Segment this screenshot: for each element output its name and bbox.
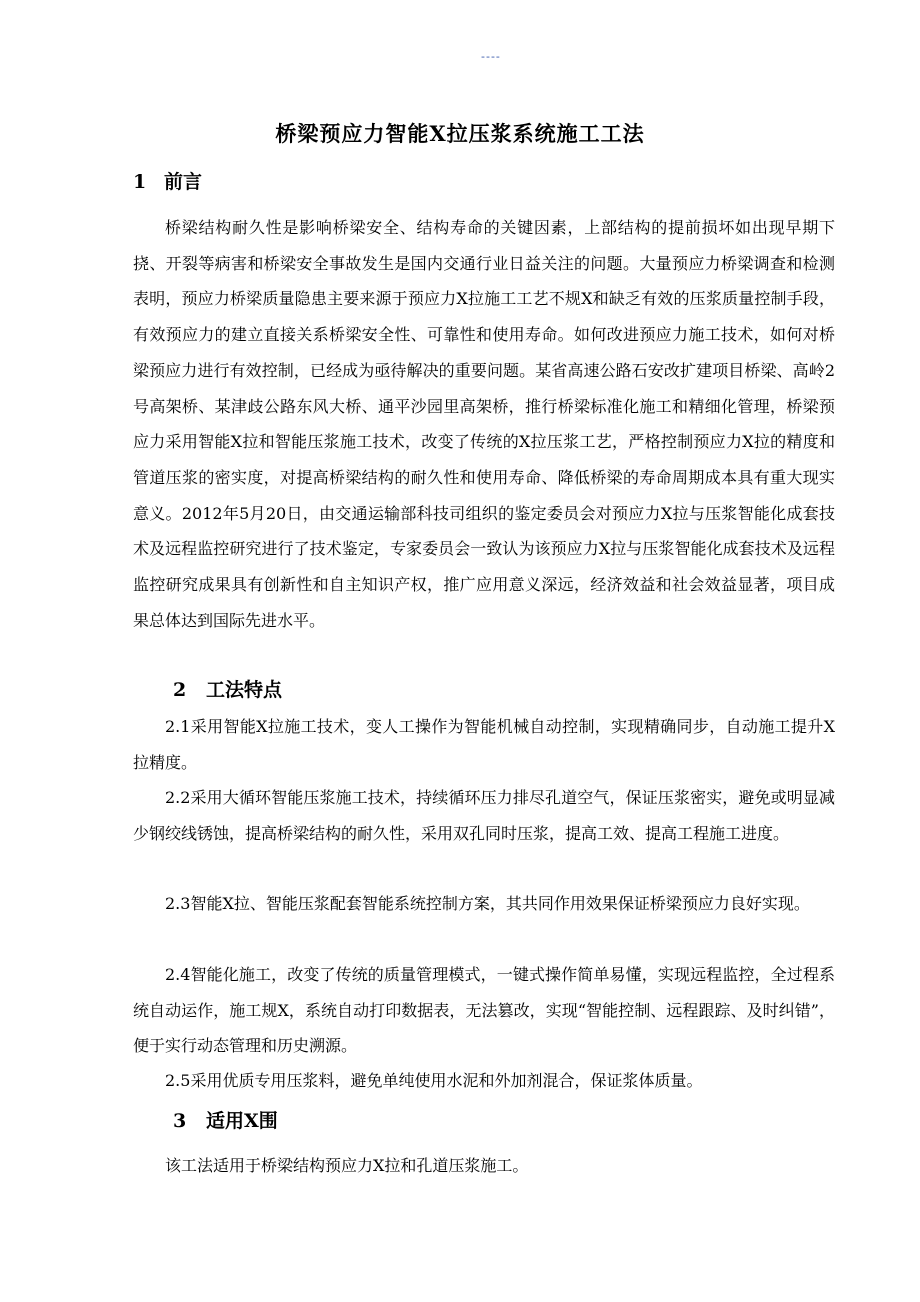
section-heading-1 [133,168,202,196]
paragraph-feature-2-1: 2.1采用智能X拉施工技术，变人工操作为智能机械自动控制，实现精确同步，自动施工提升X拉精度。 [133,717,835,772]
section-number: 3 [173,1110,187,1132]
paragraph-intro: 桥梁结构耐久性是影响桥梁安全、结构寿命的关键因素，上部结构的提前损坏如出现早期下挠、开裂等病害和桥梁安全事故发生是国内交通行业日益关注的问题。大量预应力桥梁调查和检测表明，预应力桥梁质量隐患主要来源于预应力X拉施工工艺不规X和缺乏有效的压浆质量控制手段，有效预应力的建立直接关系桥梁安全性、可靠性和使用寿命。如何改进预应力施工技术，如何对桥梁预应力进行有效控制，已经成为亟待解决的重要问题。某省高速公路石安改扩建项目桥梁、高岭2号高架桥、某津歧公路东风大桥、通平沙园里高架桥，推行桥梁标准化施工和精细化管理，桥梁预应力采用智能X拉和智能压浆施工技术，改变了传统的X拉压浆工艺，严格控制预应力X拉的精度和管道压浆的密实度，对提高桥梁结构的耐久性和使用寿命、降低桥梁的寿命周期成本具有重大现实意义。2012年5月20日，由交通运输部科技司组织的鉴定委员会对预应力X拉与压浆智能化成套技术及远程监控研究进行了技术鉴定，专家委员会一致认为该预应力X拉与压浆智能化成套技术及远程监控研究成果具有创新性和自主知识产权，推广应用意义深远，经济效益和社会效益显著，项目成果总体达到国际先进水平。 [133,218,835,630]
paragraph-scope: 该工法适用于桥梁结构预应力X拉和孔道压浆施工。 [165,1156,529,1175]
paragraph-feature-2-2: 2.2采用大循环智能压浆施工技术，持续循环压力排尽孔道空气，保证压浆密实，避免或明显减少钢绞线锈蚀，提高桥梁结构的耐久性，采用双孔同时压浆，提高工效、提高工程施工进度。 [133,788,835,843]
paragraph-feature-2-3: 2.3智能X拉、智能压浆配套智能系统控制方案，其共同作用效果保证桥梁预应力良好实现。 [165,894,810,913]
section-heading-2 [173,676,282,704]
paragraph-feature-2-4: 2.4智能化施工，改变了传统的质量管理模式，一键式操作简单易懂，实现远程监控，全过程系统自动运作，施工规X，系统自动打印数据表，无法篡改，实现“智能控制、远程跟踪、及时纠错”，便于实行动态管理和历史溯源。 [133,965,835,1056]
document-title: 桥梁预应力智能X拉压浆系统施工工法 [275,121,645,146]
section-heading-3 [173,1107,278,1135]
header-mark: ---- [481,50,501,63]
section-title: 前言 [164,171,203,193]
paragraph-feature-2-5: 2.5采用优质专用压浆料，避免单纯使用水泥和外加剂混合，保证浆体质量。 [165,1071,703,1090]
section-title: 适用X围 [206,1110,278,1132]
section-title: 工法特点 [206,679,283,701]
section-number: 2 [173,679,187,701]
section-number: 1 [133,171,147,193]
